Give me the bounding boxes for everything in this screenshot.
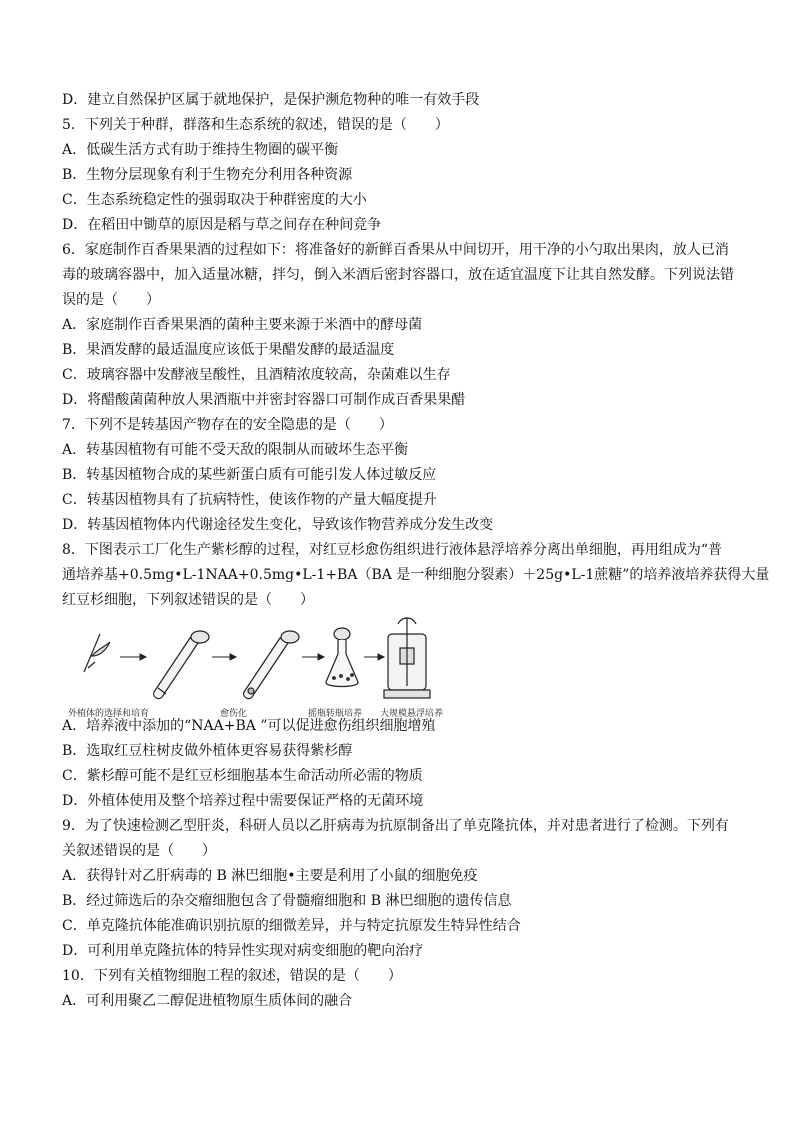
culture-process-figure bbox=[62, 612, 462, 722]
q6-option-b: B．果酒发酵的最适温度应该低于果醋发酵的最适温度 bbox=[62, 342, 395, 358]
q5-stem: 5．下列关于种群，群落和生态系统的叙述，错误的是（ ） bbox=[62, 117, 449, 133]
q7-option-b: B．转基因植物合成的某些新蛋白质有可能引发人体过敏反应 bbox=[62, 467, 437, 483]
q6-stem-line1: 6．家庭制作百香果果酒的过程如下：将准备好的新鲜百香果从中间切开，用干净的小勺取出果肉，放人已消 bbox=[62, 242, 729, 258]
arrow-icon bbox=[120, 654, 146, 660]
q5-option-a: A．低碳生活方式有助于维持生物圈的碳平衡 bbox=[62, 142, 339, 158]
q7-option-c: C．转基因植物具有了抗病特性，使该作物的产量大幅度提升 bbox=[62, 492, 437, 508]
q9-option-a: A．获得针对乙肝病毒的 B 淋巴细胞•主要是利用了小鼠的细胞免疫 bbox=[62, 868, 478, 884]
q4-option-d: D．建立自然保护区属于就地保护，是保护濒危物种的唯一有效手段 bbox=[62, 92, 480, 108]
q10-option-a: A．可利用聚乙二醇促进植物原生质体间的融合 bbox=[62, 993, 353, 1009]
bioreactor-icon bbox=[384, 618, 430, 698]
q6-option-c: C．玻璃容器中发酵液呈酸性，且酒精浓度较高，杂菌难以生存 bbox=[62, 367, 451, 383]
test-tube-icon bbox=[154, 631, 209, 699]
q10-stem: 10．下列有关植物细胞工程的叙述，错误的是（ ） bbox=[62, 968, 402, 984]
q8-option-c: C．紫杉醇可能不是红豆杉细胞基本生命活动所必需的物质 bbox=[62, 768, 423, 784]
arrow-icon bbox=[364, 654, 384, 660]
caption-bioreactor: 大规模悬浮培养 bbox=[380, 709, 444, 719]
q5-option-b: B．生物分层现象有利于生物充分利用各种资源 bbox=[62, 167, 353, 183]
arrow-icon bbox=[302, 654, 324, 660]
shake-flask-icon bbox=[326, 628, 358, 687]
q9-stem-line1: 9．为了快速检测乙型肝炎，科研人员以乙肝病毒为抗原制备出了单克隆抗体，并对患者进行了检测。下列有 bbox=[62, 818, 729, 834]
q7-stem: 7．下列不是转基因产物存在的安全隐患的是（ ） bbox=[62, 417, 393, 433]
q8-stem-line2: 通培养基+0.5mg•L-1NAA+0.5mg•L-1+BA（BA 是一种细胞分裂素）＋25g•L-1蔗糖”的培养液培养获得大量 bbox=[62, 567, 770, 583]
q5-option-d: D．在稻田中锄草的原因是稻与草之间存在种间竞争 bbox=[62, 217, 382, 233]
q6-stem-line2: 毒的玻璃容器中，加入适量冰糖，拌匀，倒入米酒后密封容器口，放在适宜温度下让其自然发酵。下列说法错 bbox=[62, 267, 734, 283]
caption-callus: 愈伤化 bbox=[220, 709, 248, 719]
arrow-icon bbox=[212, 654, 236, 660]
q7-option-a: A．转基因植物有可能不受天敌的限制从而破坏生态平衡 bbox=[62, 442, 409, 458]
q8-option-d: D．外植体使用及整个培养过程中需要保证严格的无菌环境 bbox=[62, 793, 424, 809]
q5-option-c: C．生态系统稳定性的强弱取决于种群密度的大小 bbox=[62, 192, 367, 208]
q8-stem-line3: 红豆杉细胞，下列叙述错误的是（ ） bbox=[62, 592, 314, 608]
q6-option-d: D．将醋酸菌菌种放人果酒瓶中并密封容器口可制作成百香果果醋 bbox=[62, 392, 466, 408]
q9-stem-line2: 关叙述错误的是（ ） bbox=[62, 843, 216, 859]
q9-option-b: B．经过筛选后的杂交瘤细胞包含了骨髓瘤细胞和 B 淋巴细胞的遗传信息 bbox=[62, 893, 512, 909]
q6-stem-line3: 误的是（ ） bbox=[62, 292, 160, 308]
caption-shake-flask: 摇瓶转瓶培养 bbox=[308, 709, 363, 719]
q8-option-b: B．选取红豆柱树皮做外植体更容易获得紫杉醇 bbox=[62, 743, 353, 759]
explant-stem-icon bbox=[84, 634, 110, 672]
q9-option-d: D．可利用单克隆抗体的特异性实现对病变细胞的靶向治疗 bbox=[62, 943, 424, 959]
callus-tube-icon bbox=[244, 631, 299, 699]
q8-stem-line1: 8．下图表示工厂化生产紫杉醇的过程，对红豆杉愈伤组织进行液体悬浮培养分离出单细胞，再用组成为“普 bbox=[62, 542, 723, 558]
q8-option-a: A．培养液中添加的“NAA+BA ”可以促进愈伤组织细胞增殖 bbox=[62, 718, 436, 734]
caption-explant: 外植体的选择和培育 bbox=[68, 709, 150, 719]
q9-option-c: C．单克隆抗体能准确识别抗原的细微差异，并与特定抗原发生特异性结合 bbox=[62, 918, 521, 934]
q6-option-a: A．家庭制作百香果果酒的菌种主要来源于米酒中的酵母菌 bbox=[62, 317, 423, 333]
q7-option-d: D．转基因植物体内代谢途径发生变化，导致该作物营养成分发生改变 bbox=[62, 517, 494, 533]
